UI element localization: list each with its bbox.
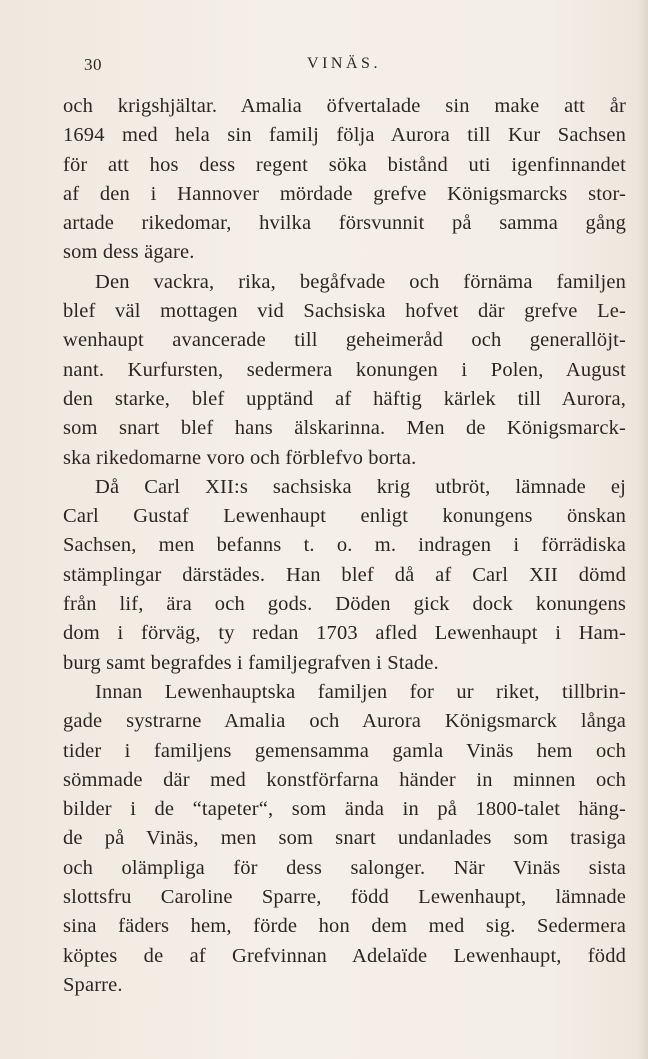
- text-line: Carl Gustaf Lewenhaupt enligt konungens önskan: [63, 505, 626, 528]
- text-line: den starke, blef upptänd af häftig kärlek till Aurora,: [63, 387, 626, 410]
- text-line: som dess ägare.: [63, 241, 195, 264]
- text-line: de på Vinäs, men som snart undanlades som trasiga: [63, 827, 626, 850]
- text-line: köptes de af Grefvinnan Adelaïde Lewenhaupt, född: [63, 944, 626, 967]
- text-line: bilder i de “tapeter“, som ända in på 1800-talet häng-: [63, 798, 626, 821]
- text-line: wenhaupt avancerade till geheimeråd och generallöjt-: [63, 329, 626, 352]
- text-line: som snart blef hans älskarinna. Men de Königsmarck-: [63, 417, 626, 440]
- running-title: VINÄS.: [307, 55, 381, 72]
- text-line: Den vackra, rika, begåfvade och förnäma familjen: [95, 270, 626, 293]
- page-edge-shadow: [638, 0, 648, 1059]
- text-line: för att hos dess regent söka bistånd uti igenfinnandet: [63, 153, 626, 176]
- body-text: [63, 92, 626, 1000]
- page-number: 30: [84, 55, 102, 74]
- text-line: och krigshjältar. Amalia öfvertalade sin make att år: [63, 95, 626, 117]
- text-line: gade systrarne Amalia och Aurora Königsmarck långa: [63, 710, 626, 733]
- text-line: dom i förväg, ty redan 1703 afled Lewenhaupt i Ham-: [63, 622, 626, 645]
- text-line: artade rikedomar, hvilka försvunnit på samma gång: [63, 212, 626, 235]
- text-line: Innan Lewenhauptska familjen for ur riket, tillbrin-: [95, 680, 626, 703]
- text-line: ska rikedomarne voro och förblefvo borta.: [63, 446, 417, 469]
- text-line: Då Carl XII:s sachsiska krig utbröt, lämnade ej: [95, 475, 626, 498]
- text-line: sömmade där med konstförfarna händer in minnen och: [63, 768, 626, 791]
- text-line: nant. Kurfursten, sedermera konungen i Polen, August: [63, 358, 626, 381]
- text-line: burg samt begrafdes i familjegrafven i Stade.: [63, 651, 439, 674]
- text-line: tider i familjens gemensamma gamla Vinäs hem och: [63, 739, 626, 762]
- text-line: 1694 med hela sin familj följa Aurora till Kur Sachsen: [63, 124, 626, 147]
- text-line: stämplingar därstädes. Han blef då af Carl XII dömd: [63, 563, 626, 586]
- text-line: och olämpliga för dess salonger. När Vinäs sista: [63, 856, 626, 879]
- text-line: af den i Hannover mördade grefve Königsmarcks stor-: [63, 182, 626, 205]
- text-line: slottsfru Caroline Sparre, född Lewenhaupt, lämnade: [63, 886, 626, 909]
- text-line: blef väl mottagen vid Sachsiska hofvet där grefve Le-: [63, 300, 626, 323]
- text-line: sina fäders hem, förde hon dem med sig. Sedermera: [63, 915, 626, 938]
- text-line: Sparre.: [63, 973, 123, 996]
- text-line: Sachsen, men befanns t. o. m. indragen i förrädiska: [63, 534, 626, 557]
- text-line: från lif, ära och gods. Döden gick dock konungens: [63, 593, 626, 616]
